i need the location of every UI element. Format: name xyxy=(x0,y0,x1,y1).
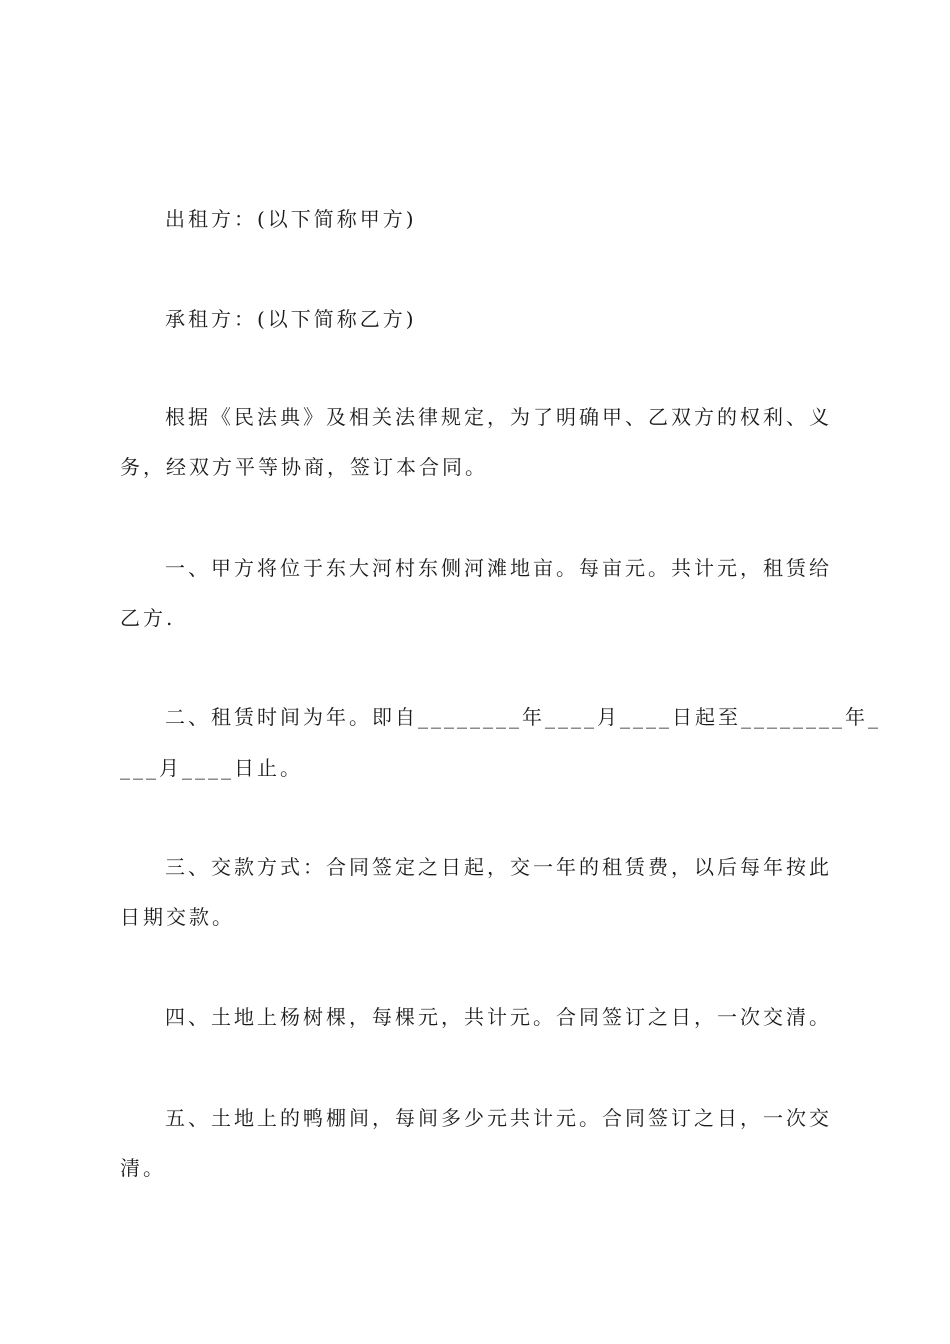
clause-1-line-2: 乙方. xyxy=(120,606,176,630)
clause-2-line-1: 二、租赁时间为年。即自________年____月____日起至________年_ xyxy=(165,705,881,729)
clause-3-line-1: 三、交款方式：合同签定之日起，交一年的租赁费，以后每年按此 xyxy=(165,855,832,879)
clause-3-line-2: 日期交款。 xyxy=(120,905,235,929)
clause-5-line-1: 五、土地上的鸭棚间，每间多少元共计元。合同签订之日，一次交 xyxy=(165,1106,832,1130)
party-a-line: 出租方：(以下简称甲方) xyxy=(165,207,417,231)
clause-2-line-2: ___月____日止。 xyxy=(120,756,303,780)
preamble-line-1: 根据《民法典》及相关法律规定，为了明确甲、乙双方的权利、义 xyxy=(165,405,832,429)
clause-5-line-2: 清。 xyxy=(120,1156,166,1180)
party-b-line: 承租方：(以下简称乙方) xyxy=(165,307,417,331)
clause-4-line-1: 四、土地上杨树棵，每棵元，共计元。合同签订之日，一次交清。 xyxy=(165,1005,832,1029)
preamble-line-2: 务，经双方平等协商，签订本合同。 xyxy=(120,455,488,479)
clause-1-line-1: 一、甲方将位于东大河村东侧河滩地亩。每亩元。共计元，租赁给 xyxy=(165,556,832,580)
